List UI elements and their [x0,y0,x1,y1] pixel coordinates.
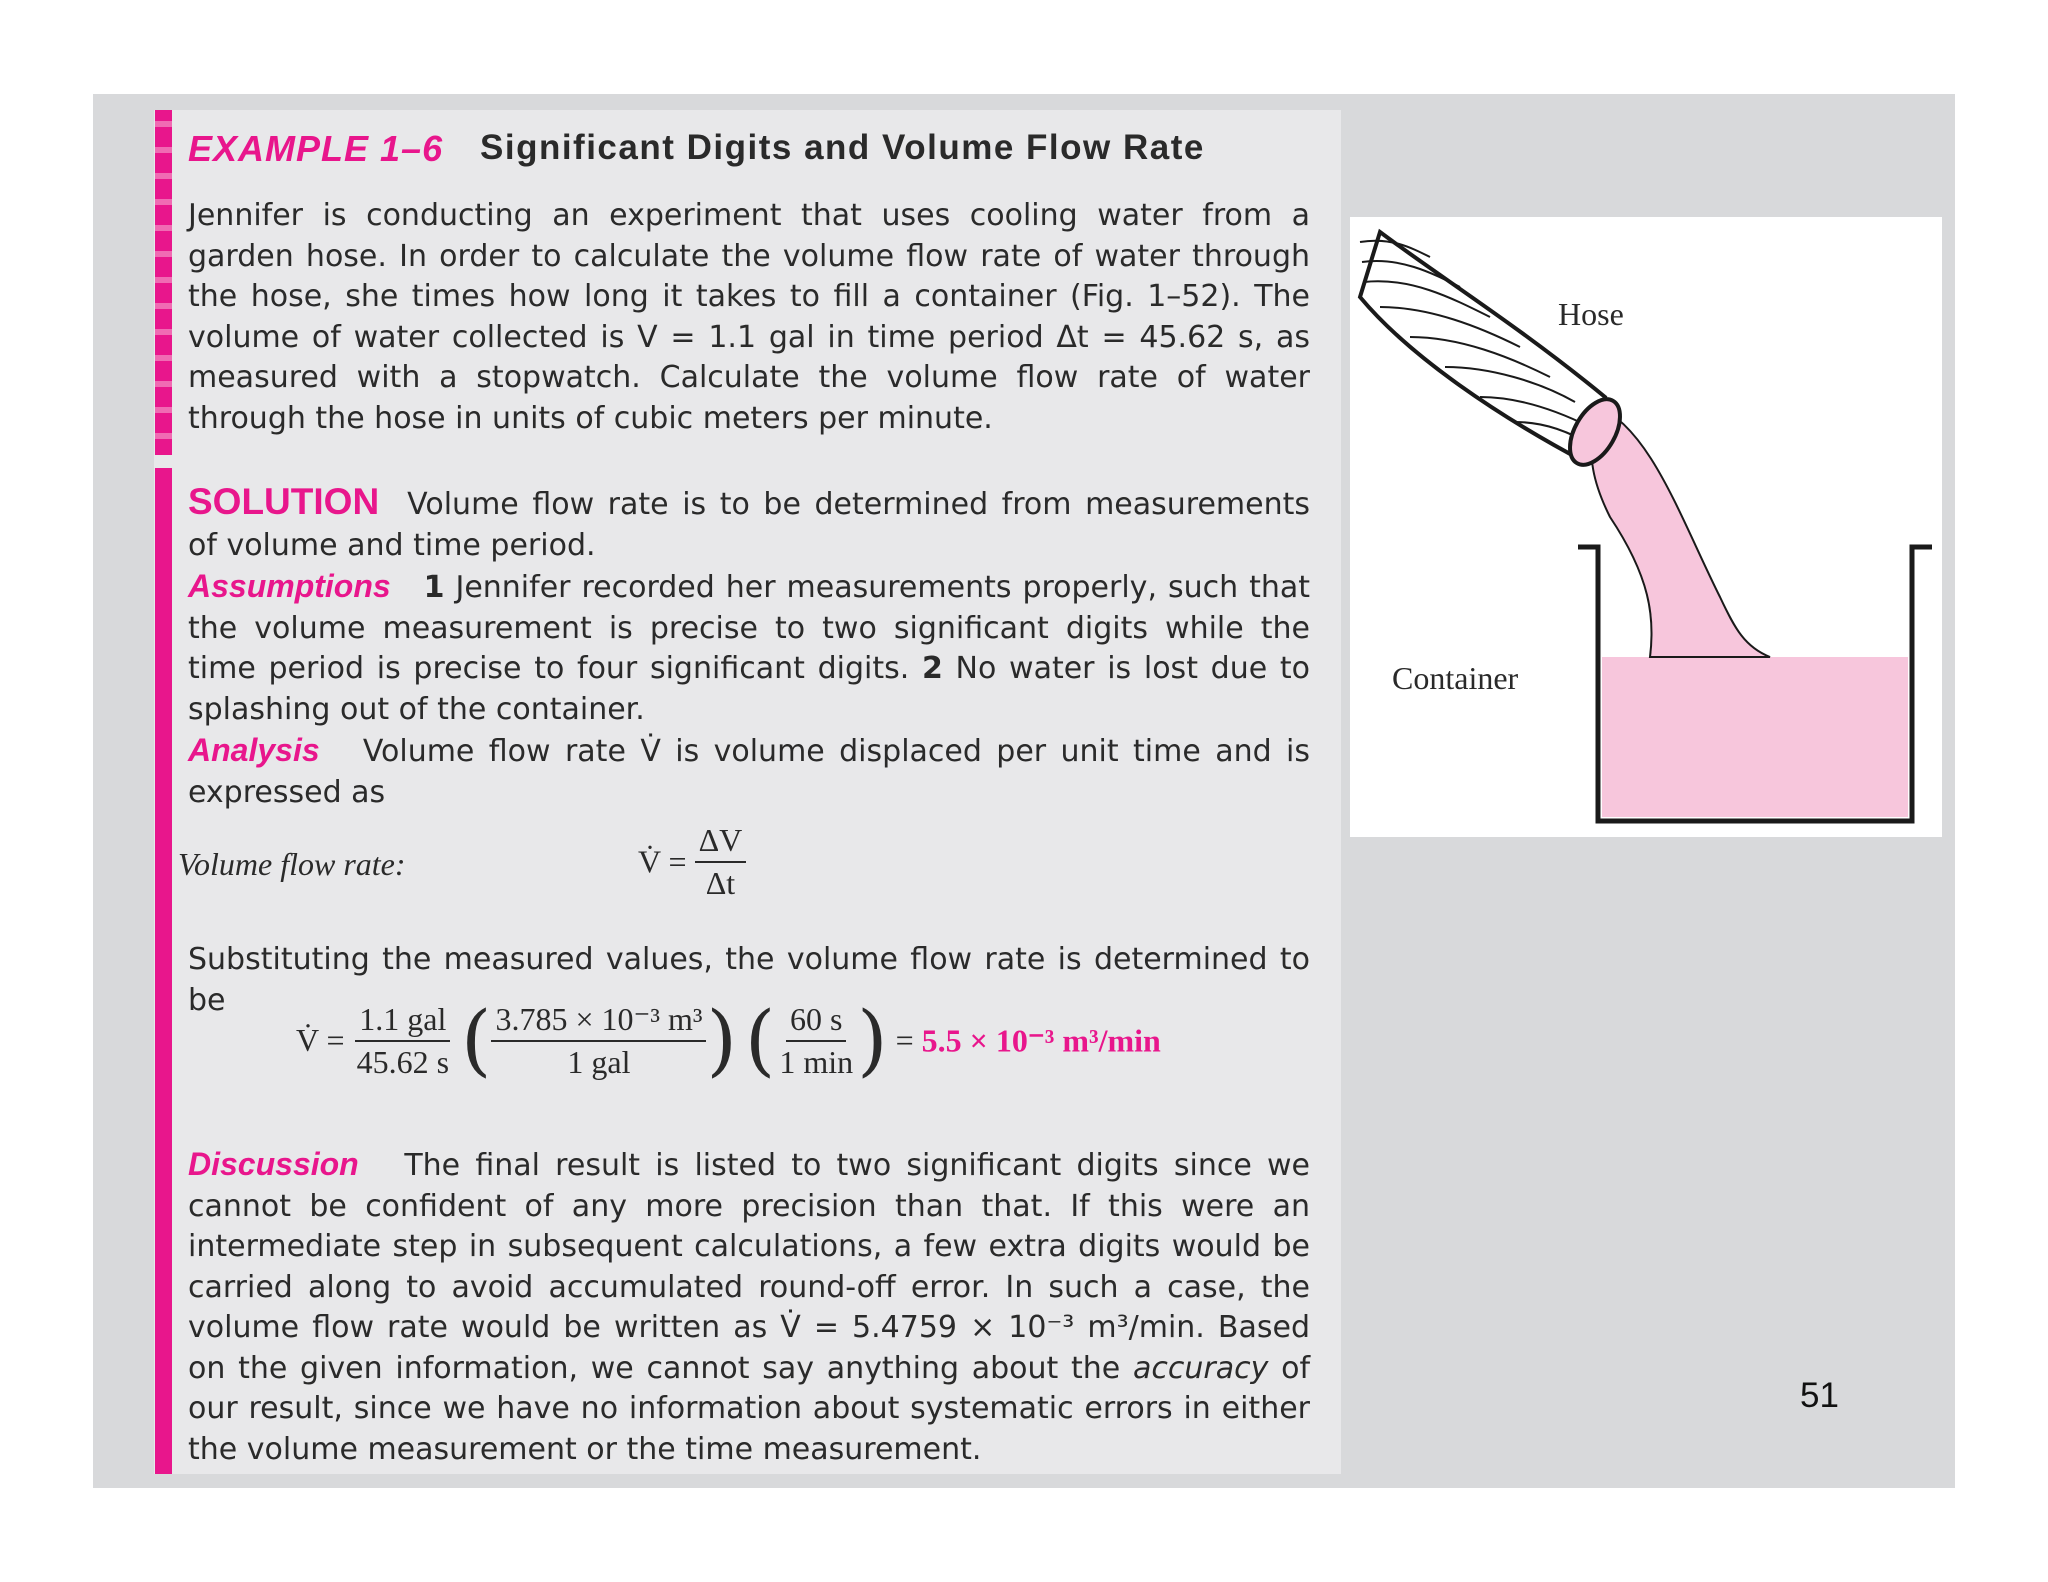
analysis-text-b: is volume displaced per unit time and is expressed as [188,734,1311,810]
solution-label: SOLUTION [188,481,380,522]
fraction-2-numerator: 3.785 × 10⁻³ m³ [491,1000,706,1042]
hose-body [1360,232,1605,462]
discussion-emphasis: accuracy [1133,1350,1269,1386]
fraction-3-numerator: 60 s [786,1001,846,1042]
water-stream [1591,405,1770,657]
solution-text: Volume flow rate is to be determined from measurements of volume and time period. [188,487,1310,563]
assumption-text-2: No water is lost due to splashing out of the container. [188,651,1310,727]
container-label: Container [1392,660,1519,696]
analysis-symbol: V̇ [640,734,661,769]
fraction-3-denominator: 1 min [779,1043,854,1080]
assumption-number-1: 1 [423,570,445,605]
discussion-text-a: The final result is listed to two significant digits since we cannot be confident of any more precision than that. If this were an intermediate step in subsequent calculations, a few extra digits would be carried along to avoid accumulated round-off error. In such a case, the volume flow rate would be written as V̇ = 5.4759 × 10⁻³ m³/min. Based on the given information, we cannot say anything about the [188,1148,1310,1386]
fraction-gal-per-s [353,1001,453,1081]
equals-sign: = [895,1022,914,1058]
discussion-label: Discussion [188,1146,359,1182]
equation-numerator: ΔV [695,822,747,863]
example-title: Significant Digits and Volume Flow Rate [480,128,1205,167]
analysis-text-a: Volume flow rate [362,734,626,769]
assumption-text-1: Jennifer recorded her measurements properly, such that the volume measurement is precise to two significant digits while the time period is precise to four significant digits. [188,570,1310,686]
paren-close-1: ) [706,995,737,1086]
paren-open-2: ( [744,995,776,1086]
result-value: 5.5 × 10⁻³ m³/min [921,1022,1161,1059]
water-pool [1602,657,1908,817]
equation-lhs: V̇ = [638,843,687,880]
hose-container-illustration [1350,217,1942,837]
equation-denominator: Δt [705,865,736,901]
substitution-text: Substituting the measured values, the volume flow rate is determined to be [188,942,1310,1018]
equation-fraction [695,822,747,902]
accent-stripe-dashed [155,110,172,455]
fraction-1-numerator: 1.1 gal [355,1001,450,1042]
problem-statement: Jennifer is conducting an experiment that uses cooling water from a garden hose. In order to calculate the volume flow rate of water through the hose, she times how long it takes to fill a container (Fig. 1–52). The volume of water collected is V = 1.1 gal in time period Δt = 45.62 s, as measured with a stopwatch. Calculate the volume flow rate of water through the hose in units of cubic meters per minute. [188,198,1310,436]
assumptions-label: Assumptions [188,568,391,604]
figure-hose-container [1350,217,1942,837]
paren-open-1: ( [461,995,492,1086]
hose-label: Hose [1558,296,1624,332]
example-label: EXAMPLE 1–6 [188,128,444,169]
fraction-1-denominator: 45.62 s [356,1043,450,1080]
equation-label: Volume flow rate: [178,846,406,882]
paren-close-2: ) [857,995,888,1086]
accent-stripe-solid [155,468,172,1474]
fraction-conversion-m3 [491,1000,706,1081]
discussion-block [188,1144,1310,1470]
solution-block [188,482,1310,813]
substitution-lhs: V̇ = [296,1022,345,1058]
discussion-text-b: of our result, since we have no information about systematic errors in either the volume measurement or the time measurement. [188,1350,1311,1467]
page-number: 51 [1800,1376,1839,1415]
assumption-number-2: 2 [921,651,943,686]
fraction-conversion-min [775,1001,857,1081]
fraction-2-denominator: 1 gal [567,1044,631,1080]
analysis-label: Analysis [188,732,320,768]
substitution-equation [296,995,1161,1086]
volume-flow-equation [638,822,746,902]
